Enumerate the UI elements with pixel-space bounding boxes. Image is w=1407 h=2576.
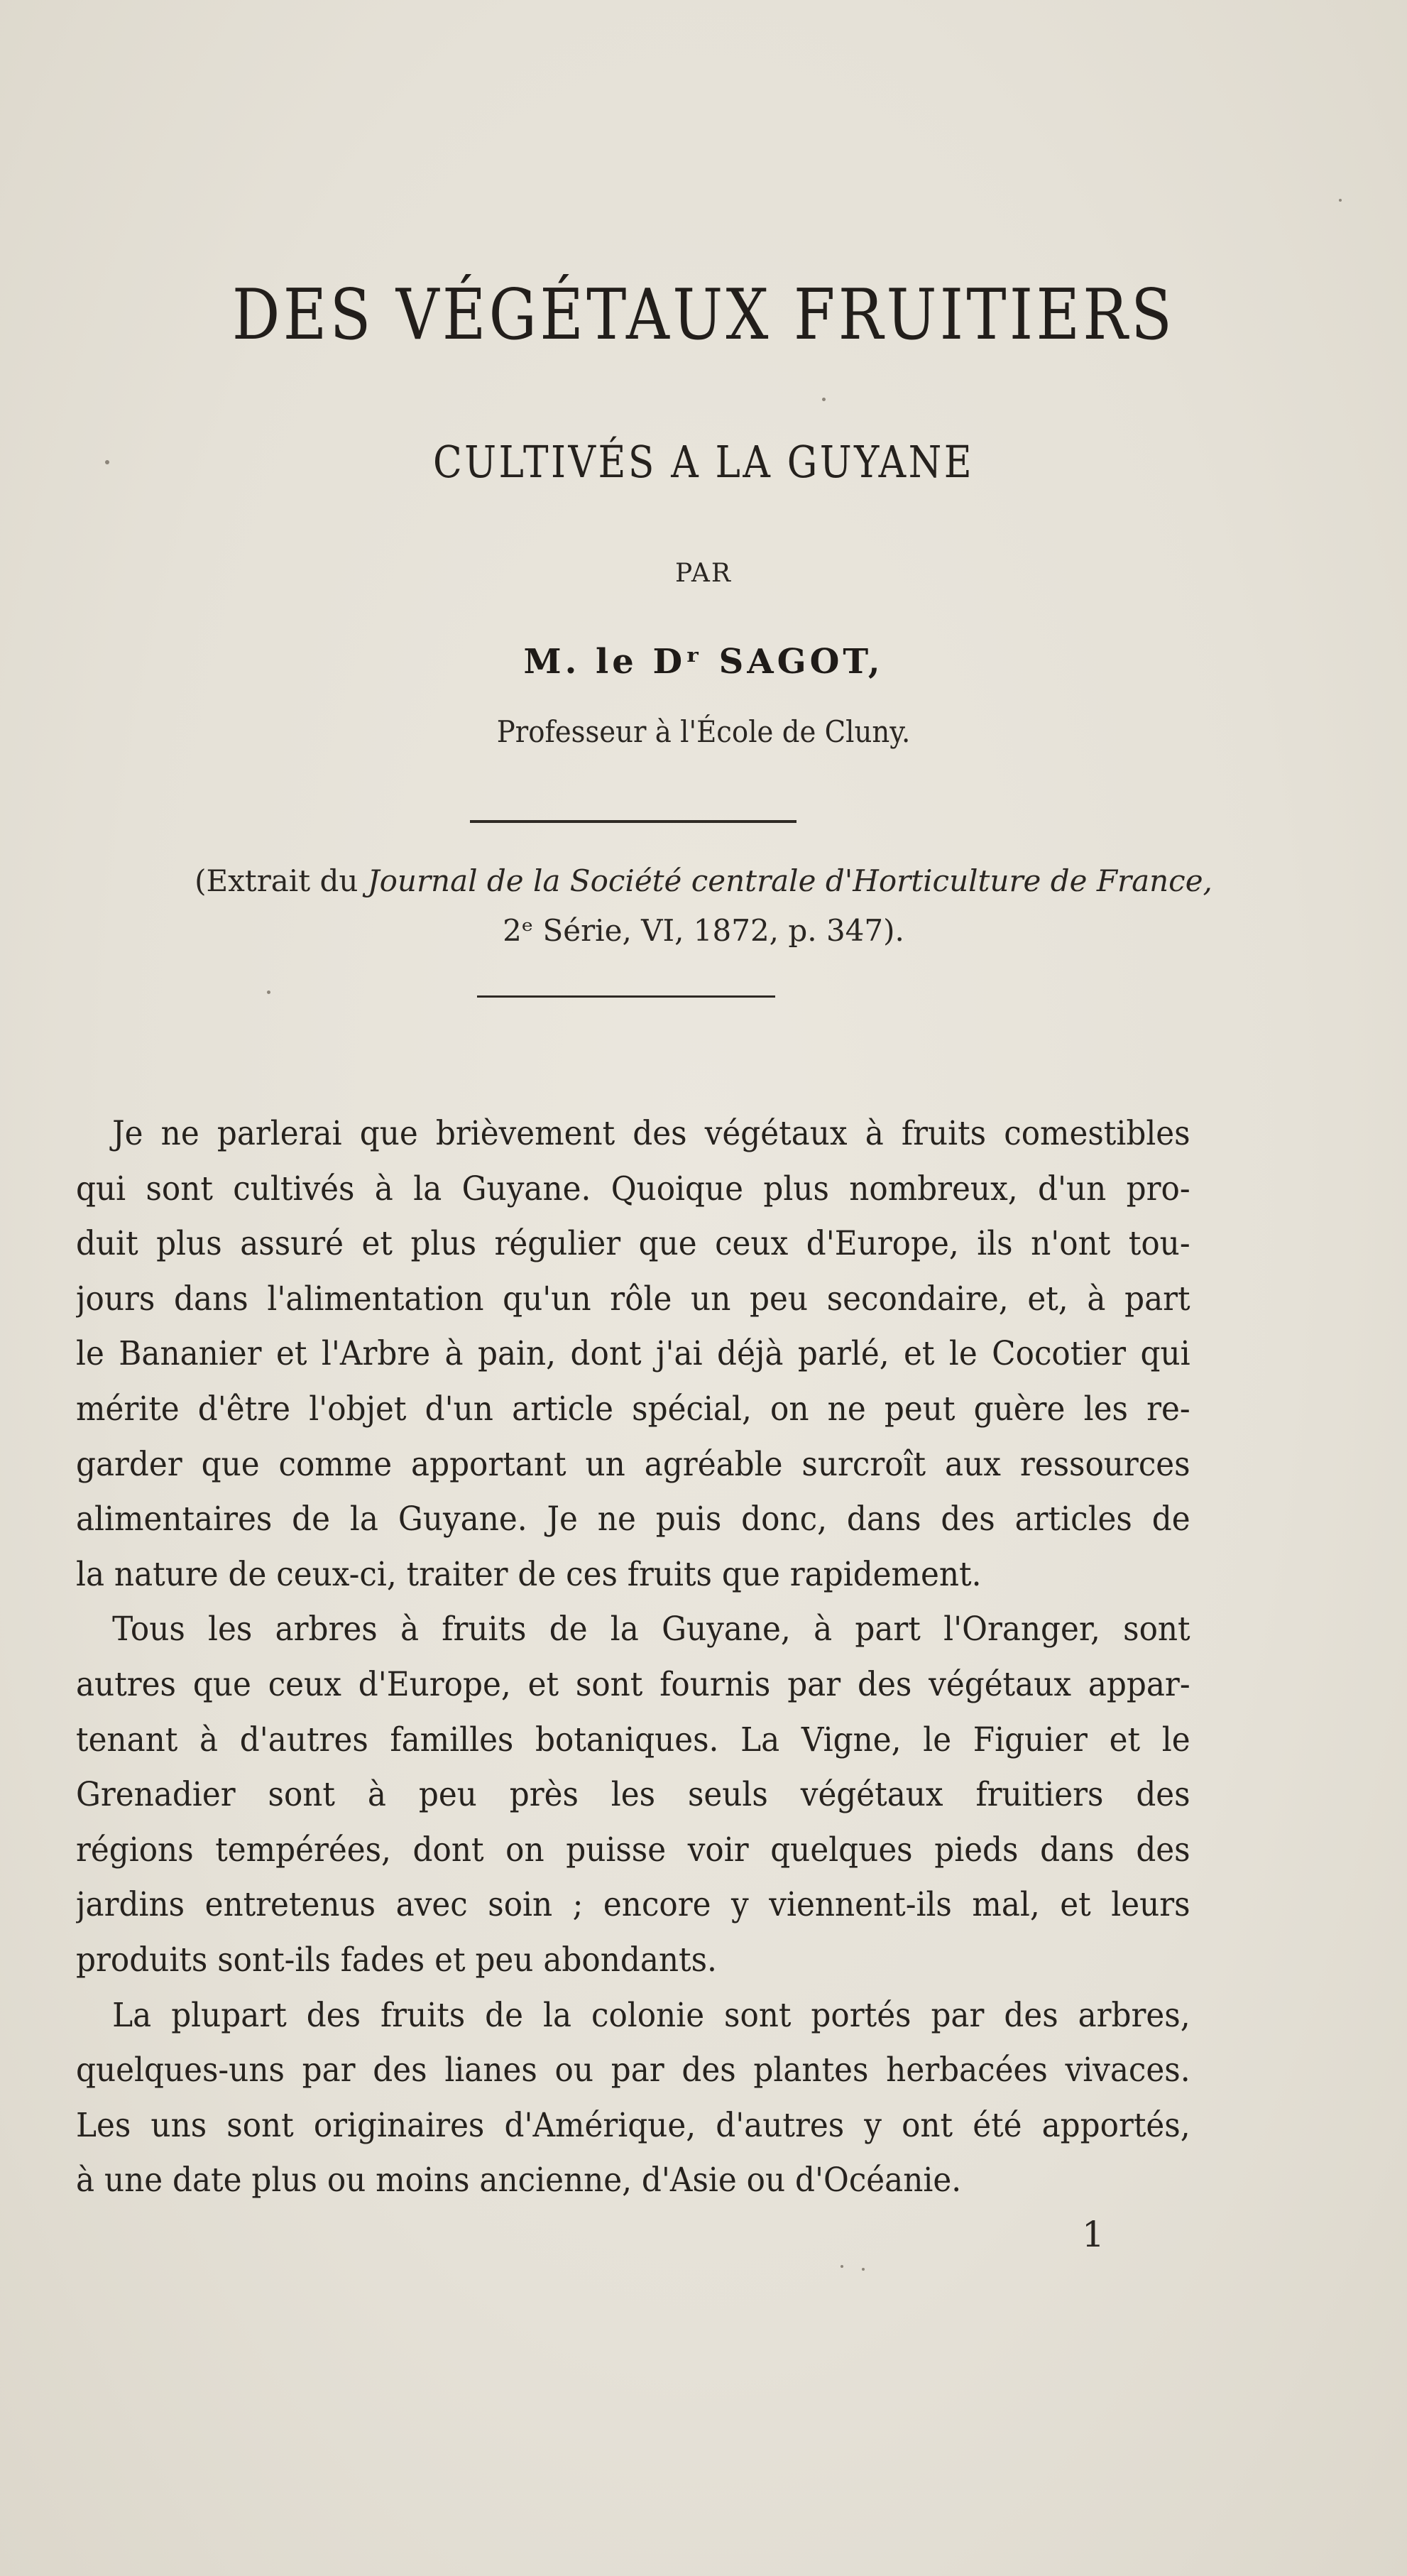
paper-speck bbox=[862, 2268, 865, 2271]
article-subtitle: CULTIVÉS A LA GUYANE bbox=[432, 436, 975, 488]
paper-speck bbox=[822, 398, 826, 401]
paragraph-3 bbox=[76, 1988, 1190, 2208]
text-line: produits sont-ils fades et peu abondants. bbox=[76, 1940, 717, 1980]
text-line: La plupart des fruits de la colonie sont portés par des arbres, bbox=[112, 1995, 1190, 2035]
text-line: duit plus assuré et plus régulier que ceux d'Europe, ils n'ont tou- bbox=[76, 1224, 1190, 1264]
text-line: jours dans l'alimentation qu'un rôle un peu secondaire, et, à part bbox=[76, 1279, 1190, 1319]
extract-citation-line-1 bbox=[71, 863, 1336, 898]
extract-citation-line-2: 2ᵉ Série, VI, 1872, p. 347). bbox=[503, 913, 904, 948]
paragraph-1 bbox=[76, 1106, 1190, 1602]
text-line: la nature de ceux-ci, traiter de ces fruits que rapidement. bbox=[76, 1554, 982, 1594]
text-line: Les uns sont originaires d'Amérique, d'autres y ont été apportés, bbox=[76, 2105, 1190, 2145]
paper-speck bbox=[267, 990, 270, 994]
text-line: tenant à d'autres familles botaniques. La Vigne, le Figuier et le bbox=[76, 1720, 1190, 1759]
paper-speck bbox=[841, 2265, 843, 2268]
text-line: Je ne parlerai que brièvement des végétaux à fruits comestibles bbox=[112, 1114, 1190, 1153]
text-line: autres que ceux d'Europe, et sont fournis par des végétaux appar- bbox=[76, 1664, 1190, 1704]
extract-prefix: (Extrait du bbox=[195, 863, 368, 898]
text-line: mérite d'être l'objet d'un article spécial, on ne peut guère les re- bbox=[76, 1389, 1190, 1429]
text-line: jardins entretenus avec soin ; encore y viennent-ils mal, et leurs bbox=[76, 1885, 1190, 1925]
text-line: le Bananier et l'Arbre à pain, dont j'ai déjà parlé, et le Cocotier qui bbox=[76, 1334, 1190, 1374]
text-line: Grenadier sont à peu près les seuls végétaux fruitiers des bbox=[76, 1775, 1190, 1815]
text-line: qui sont cultivés à la Guyane. Quoique plus nombreux, d'un pro- bbox=[76, 1169, 1190, 1208]
author-name: M. le Dʳ SAGOT, bbox=[523, 642, 884, 682]
journal-name: Journal de la Société centrale d'Horticulture de France, bbox=[367, 863, 1212, 898]
text-line: régions tempérées, dont on puisse voir quelques pieds dans des bbox=[76, 1830, 1190, 1870]
text-line: quelques-uns par des lianes ou par des plantes herbacées vivaces. bbox=[76, 2051, 1190, 2090]
article-body bbox=[76, 1106, 1190, 2208]
bottom-divider bbox=[477, 995, 775, 998]
signature-mark: 1 bbox=[1082, 2214, 1105, 2255]
text-line: Tous les arbres à fruits de la Guyane, à part l'Oranger, sont bbox=[112, 1610, 1190, 1649]
article-title: DES VÉGÉTAUX FRUITIERS bbox=[231, 275, 1176, 356]
paper-speck bbox=[105, 460, 109, 464]
paragraph-2 bbox=[76, 1602, 1190, 1987]
author-affiliation: Professeur à l'École de Cluny. bbox=[496, 714, 911, 749]
top-divider bbox=[470, 820, 796, 823]
by-line: PAR bbox=[674, 559, 733, 588]
paper-speck bbox=[1339, 199, 1342, 202]
text-line: garder que comme apportant un agréable surcroît aux ressources bbox=[76, 1444, 1190, 1484]
text-line: alimentaires de la Guyane. Je ne puis donc, dans des articles de bbox=[76, 1500, 1190, 1539]
text-line: à une date plus ou moins ancienne, d'Asie ou d'Océanie. bbox=[76, 2161, 962, 2200]
